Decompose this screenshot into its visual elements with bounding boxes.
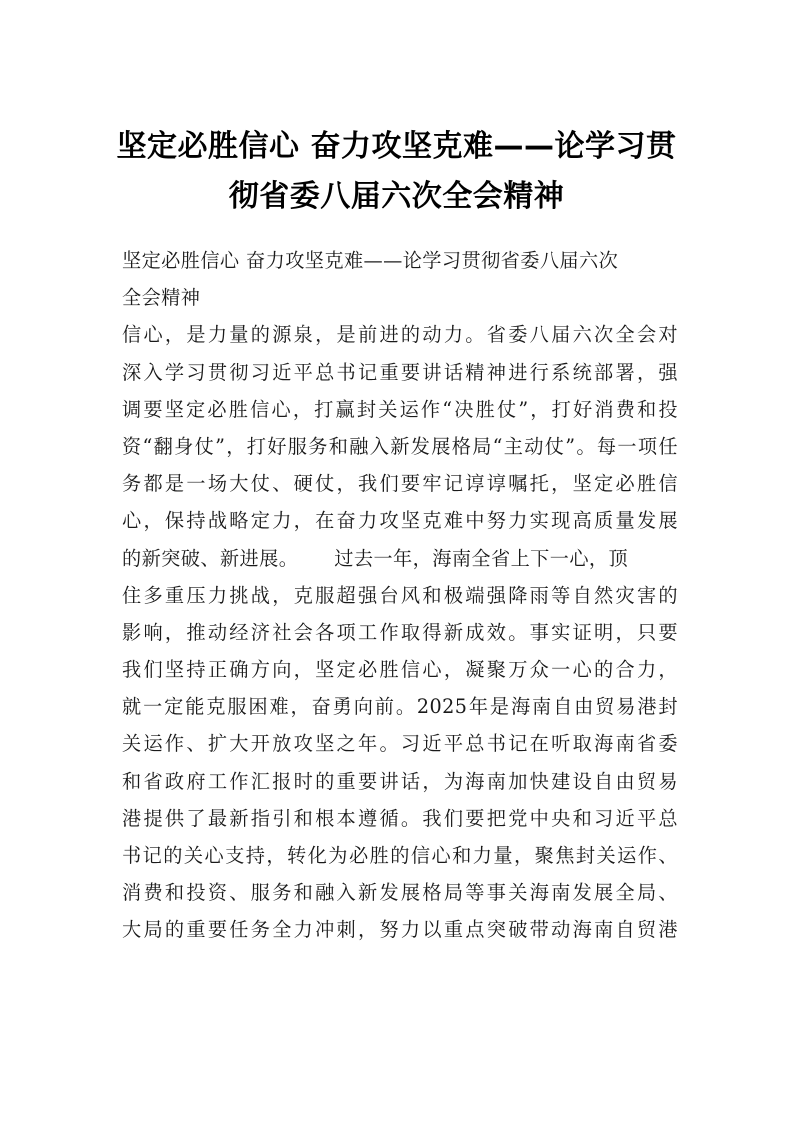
paragraph-line: 港提供了最新指引和根本遵循。我们要把党中央和习近平总 — [122, 806, 678, 830]
paragraph-line: 关运作、扩大开放攻坚之年。习近平总书记在听取海南省委 — [122, 732, 678, 756]
paragraph-line-end: 的新突破、新进展。 — [122, 546, 299, 570]
paragraph-line-mixed — [122, 540, 678, 577]
paragraph-line: 就一定能克服困难，奋勇向前。2025年是海南自由贸易港封 — [122, 695, 678, 719]
paragraph-line: 书记的关心支持，转化为必胜的信心和力量，聚焦封关运作、 — [122, 844, 678, 867]
paragraph-line: 务都是一场大仗、硬仗，我们要牢记谆谆嘱托，坚定必胜信 — [122, 472, 678, 496]
document-body — [122, 242, 678, 949]
paragraph-line: 我们坚持正确方向，坚定必胜信心，凝聚万众一心的合力， — [122, 658, 678, 682]
paragraph-line: 住多重压力挑战，克服超强台风和极端强降雨等自然灾害的 — [122, 583, 678, 607]
subtitle-line-2: 全会精神 — [122, 286, 201, 310]
paragraph-line: 消费和投资、服务和融入新发展格局等事关海南发展全局、 — [122, 881, 678, 905]
title-line-2: 彻省委八届六次全会精神 — [228, 179, 565, 214]
paragraph-line: 调要坚定必胜信心，打赢封关运作“决胜仗”，打好消费和投 — [122, 397, 678, 421]
paragraph-line: 信心，是力量的源泉，是前进的动力。省委八届六次全会对 — [122, 323, 678, 347]
paragraph-line: 大局的重要任务全力冲刺，努力以重点突破带动海南自贸港 — [122, 918, 678, 942]
paragraph-line: 深入学习贯彻习近平总书记重要讲话精神进行系统部署，强 — [122, 360, 678, 384]
paragraph-line: 影响，推动经济社会各项工作取得新成效。事实证明，只要 — [122, 620, 678, 644]
paragraph-line-start: 过去一年，海南全省上下一心，顶 — [334, 546, 629, 570]
paragraph-line: 心，保持战略定力，在奋力攻坚克难中努力实现高质量发展 — [122, 509, 678, 533]
paragraph-line: 资“翻身仗”，打好服务和融入新发展格局“主动仗”。每一项任 — [122, 434, 678, 458]
title-line-1: 坚定必胜信心 奋力攻坚克难——论学习贯 — [116, 129, 677, 164]
paragraph-line: 和省政府工作汇报时的重要讲话，为海南加快建设自由贸易 — [122, 769, 678, 793]
subtitle-line-1: 坚定必胜信心 奋力攻坚克难——论学习贯彻省委八届六次 — [122, 249, 619, 272]
document-title — [100, 122, 693, 222]
